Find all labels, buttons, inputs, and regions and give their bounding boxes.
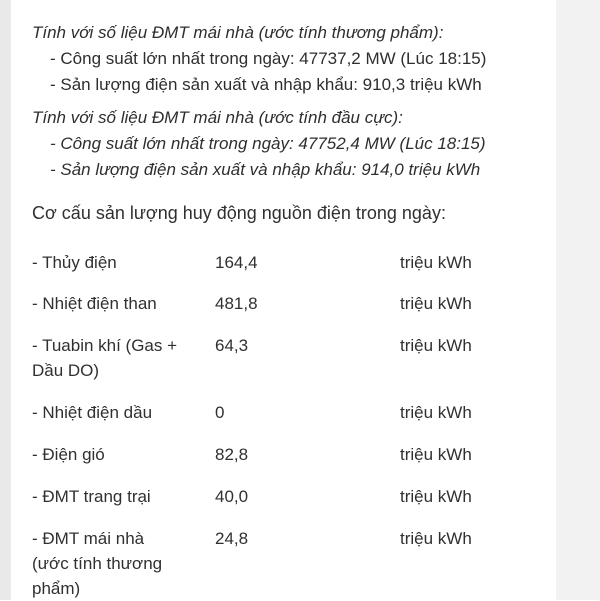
- row-label: - Tuabin khí (Gas + Dầu DO): [32, 336, 178, 380]
- row-unit: triệu kWh: [400, 253, 472, 272]
- row-label: - ĐMT trang trại: [32, 487, 151, 506]
- row-unit: triệu kWh: [400, 403, 472, 422]
- row-unit: triệu kWh: [400, 529, 472, 548]
- row-value: 82,8: [215, 445, 249, 464]
- terminal-output: - Sản lượng điện sản xuất và nhập khẩu: 914,0 triệu kWh: [50, 160, 481, 179]
- row-value: 164,4: [215, 253, 258, 272]
- row-label: - Điện gió: [32, 445, 105, 464]
- row-unit: triệu kWh: [400, 445, 472, 464]
- structure-title: Cơ cấu sản lượng huy động nguồn điện trong ngày:: [32, 203, 446, 223]
- row-value: 64,3: [215, 336, 249, 355]
- left-border: [0, 0, 11, 600]
- row-label: - Thủy điện: [32, 253, 117, 272]
- roof-solar-commercial-heading: Tính với số liệu ĐMT mái nhà (ước tính thương phẩm):: [32, 23, 444, 42]
- commercial-output: - Sản lượng điện sản xuất và nhập khẩu: 910,3 triệu kWh: [50, 75, 482, 94]
- row-label: - ĐMT mái nhà (ước tính thương phẩm): [32, 529, 163, 598]
- row-label: - Nhiệt điện dầu: [32, 403, 153, 422]
- row-value: 40,0: [215, 487, 249, 506]
- article-content: [32, 0, 552, 600]
- commercial-max-capacity: - Công suất lớn nhất trong ngày: 47737,2 MW (Lúc 18:15): [50, 49, 487, 68]
- row-value: 24,8: [215, 529, 249, 548]
- row-unit: triệu kWh: [400, 336, 472, 355]
- row-value: 481,8: [215, 294, 258, 313]
- row-unit: triệu kWh: [400, 487, 472, 506]
- right-border: [556, 0, 600, 600]
- row-value: 0: [215, 403, 225, 422]
- row-unit: triệu kWh: [400, 294, 472, 313]
- row-label: - Nhiệt điện than: [32, 294, 157, 313]
- terminal-max-capacity: - Công suất lớn nhất trong ngày: 47752,4 MW (Lúc 18:15): [50, 134, 486, 153]
- roof-solar-terminal-heading: Tính với số liệu ĐMT mái nhà (ước tính đầu cực):: [32, 108, 403, 127]
